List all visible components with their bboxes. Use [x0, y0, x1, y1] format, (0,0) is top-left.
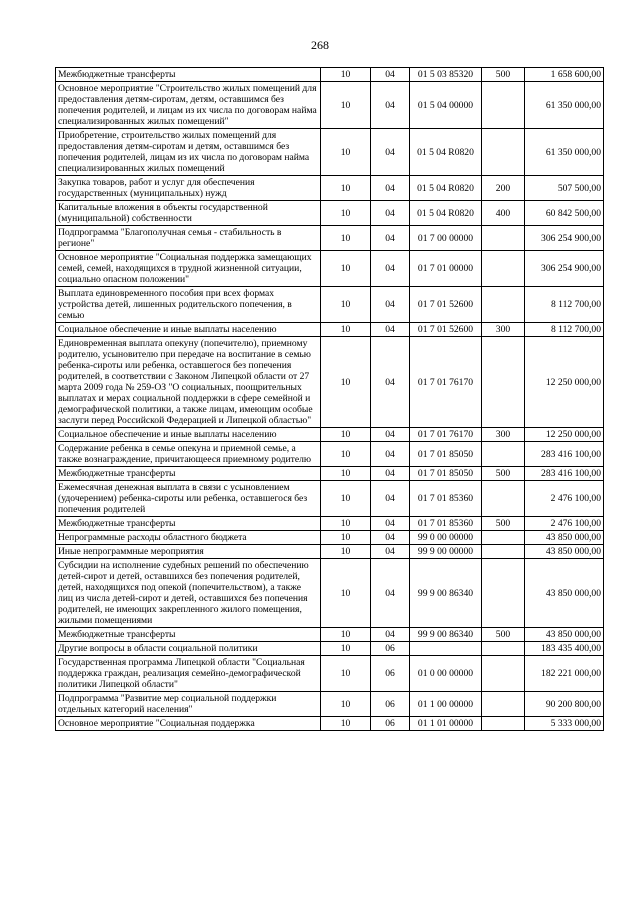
table-row: [56, 129, 604, 176]
amount-cell: 60 842 500,00: [525, 201, 604, 226]
section-code-cell: 10: [321, 428, 371, 442]
target-article-cell: 01 1 01 00000: [410, 717, 482, 731]
table-row: [56, 251, 604, 287]
subsection-code-cell: 04: [371, 337, 410, 428]
target-article-cell: 01 7 00 00000: [410, 226, 482, 251]
target-article-cell: 99 9 00 00000: [410, 545, 482, 559]
target-article-cell: [410, 642, 482, 656]
target-article-cell: 01 5 04 R0820: [410, 201, 482, 226]
subsection-code-cell: 04: [371, 545, 410, 559]
target-article-cell: 99 0 00 00000: [410, 531, 482, 545]
table-row: [56, 82, 604, 129]
expense-type-cell: 500: [482, 517, 525, 531]
expense-type-cell: [482, 287, 525, 323]
table-row: [56, 559, 604, 628]
table-row: [56, 323, 604, 337]
expense-name-cell: Непрограммные расходы областного бюджета: [56, 531, 321, 545]
expense-type-cell: 200: [482, 176, 525, 201]
target-article-cell: 01 5 03 85320: [410, 68, 482, 82]
expense-type-cell: [482, 337, 525, 428]
subsection-code-cell: 04: [371, 251, 410, 287]
expense-name-cell: Межбюджетные трансферты: [56, 68, 321, 82]
table-row: [56, 467, 604, 481]
target-article-cell: 99 9 00 86340: [410, 628, 482, 642]
expense-type-cell: [482, 559, 525, 628]
subsection-code-cell: 04: [371, 628, 410, 642]
section-code-cell: 10: [321, 201, 371, 226]
amount-cell: 90 200 800,00: [525, 692, 604, 717]
amount-cell: 306 254 900,00: [525, 226, 604, 251]
expense-type-cell: [482, 251, 525, 287]
amount-cell: 182 221 000,00: [525, 656, 604, 692]
section-code-cell: 10: [321, 717, 371, 731]
expense-type-cell: [482, 481, 525, 517]
expense-name-cell: Приобретение, строительство жилых помещений для предоставления детям-сиротам и детям, оставшимся без попечения родителей, лицам из их числа по договорам найма специализированных жилых помещений: [56, 129, 321, 176]
expense-name-cell: Основное мероприятие "Строительство жилых помещений для предоставления детям-сиротам, детям, оставшимся без попечения родителей, и лицам из их числа по договорам найма специализированных жилых помещений": [56, 82, 321, 129]
target-article-cell: 01 5 04 00000: [410, 82, 482, 129]
section-code-cell: 10: [321, 226, 371, 251]
table-row: [56, 717, 604, 731]
table-row: [56, 642, 604, 656]
section-code-cell: 10: [321, 656, 371, 692]
expense-name-cell: Субсидии на исполнение судебных решений по обеспечению детей-сирот и детей, оставшихся без попечения родителей, детей, находящихся под опекой (попечительством), а также лиц из числа детей-сирот и детей, оставшихся без попечения родителей, не имеющих закрепленного жилого помещения, жилыми помещениями: [56, 559, 321, 628]
subsection-code-cell: 06: [371, 692, 410, 717]
target-article-cell: 01 1 00 00000: [410, 692, 482, 717]
budget-table-body: [56, 68, 604, 731]
subsection-code-cell: 04: [371, 82, 410, 129]
expense-name-cell: Государственная программа Липецкой области "Социальная поддержка граждан, реализация семейно-демографической политики Липецкой области": [56, 656, 321, 692]
expense-type-cell: [482, 642, 525, 656]
section-code-cell: 10: [321, 442, 371, 467]
section-code-cell: 10: [321, 251, 371, 287]
page-number: 268: [311, 38, 329, 52]
subsection-code-cell: 06: [371, 642, 410, 656]
expense-name-cell: Содержание ребенка в семье опекуна и приемной семье, а также вознаграждение, причитающееся приемному родителю: [56, 442, 321, 467]
expense-name-cell: Подпрограмма "Развитие мер социальной поддержки отдельных категорий населения": [56, 692, 321, 717]
target-article-cell: 01 7 01 76170: [410, 428, 482, 442]
table-row: [56, 176, 604, 201]
section-code-cell: 10: [321, 517, 371, 531]
expense-name-cell: Социальное обеспечение и иные выплаты населению: [56, 428, 321, 442]
target-article-cell: 01 7 01 00000: [410, 251, 482, 287]
section-code-cell: 10: [321, 545, 371, 559]
table-row: [56, 337, 604, 428]
table-row: [56, 201, 604, 226]
subsection-code-cell: 04: [371, 129, 410, 176]
subsection-code-cell: 04: [371, 68, 410, 82]
amount-cell: 43 850 000,00: [525, 531, 604, 545]
target-article-cell: 01 7 01 76170: [410, 337, 482, 428]
section-code-cell: 10: [321, 628, 371, 642]
target-article-cell: 01 5 04 R0820: [410, 176, 482, 201]
table-row: [56, 656, 604, 692]
amount-cell: 8 112 700,00: [525, 323, 604, 337]
subsection-code-cell: 04: [371, 226, 410, 251]
table-row: [56, 545, 604, 559]
target-article-cell: 01 7 01 85360: [410, 517, 482, 531]
expense-type-cell: [482, 545, 525, 559]
expense-name-cell: Ежемесячная денежная выплата в связи с усыновлением (удочерением) ребенка-сироты или ребенка, оставшегося без попечения родителей: [56, 481, 321, 517]
subsection-code-cell: 06: [371, 656, 410, 692]
expense-name-cell: Выплата единовременного пособия при всех формах устройства детей, лишенных родительского попечения, в семью: [56, 287, 321, 323]
expense-type-cell: [482, 656, 525, 692]
amount-cell: 8 112 700,00: [525, 287, 604, 323]
subsection-code-cell: 04: [371, 201, 410, 226]
amount-cell: 507 500,00: [525, 176, 604, 201]
table-row: [56, 481, 604, 517]
target-article-cell: 99 9 00 86340: [410, 559, 482, 628]
expense-type-cell: [482, 442, 525, 467]
target-article-cell: 01 7 01 52600: [410, 323, 482, 337]
expense-name-cell: Единовременная выплата опекуну (попечителю), приемному родителю, усыновителю при передаче на воспитание в семью ребенка-сироты или ребенка, оставшегося без попечения родителей, в соответствии с Законом Липецкой области от 27 марта 2009 года № 259-ОЗ "О социальных, поощрительных выплатах и мерах социальной поддержки в сфере семейной и демографической политики, а также лицам, имеющим особые заслуги перед Российской Федерацией и Липецкой областью": [56, 337, 321, 428]
amount-cell: 12 250 000,00: [525, 337, 604, 428]
expense-type-cell: 500: [482, 467, 525, 481]
section-code-cell: 10: [321, 176, 371, 201]
section-code-cell: 10: [321, 467, 371, 481]
section-code-cell: 10: [321, 287, 371, 323]
expense-name-cell: Межбюджетные трансферты: [56, 628, 321, 642]
section-code-cell: 10: [321, 129, 371, 176]
section-code-cell: 10: [321, 642, 371, 656]
subsection-code-cell: 06: [371, 717, 410, 731]
expense-type-cell: 400: [482, 201, 525, 226]
subsection-code-cell: 04: [371, 467, 410, 481]
section-code-cell: 10: [321, 323, 371, 337]
section-code-cell: 10: [321, 68, 371, 82]
section-code-cell: 10: [321, 531, 371, 545]
expense-name-cell: Социальное обеспечение и иные выплаты населению: [56, 323, 321, 337]
table-row: [56, 628, 604, 642]
amount-cell: 283 416 100,00: [525, 467, 604, 481]
amount-cell: 5 333 000,00: [525, 717, 604, 731]
amount-cell: 2 476 100,00: [525, 481, 604, 517]
table-row: [56, 531, 604, 545]
amount-cell: 283 416 100,00: [525, 442, 604, 467]
target-article-cell: 01 7 01 85050: [410, 442, 482, 467]
subsection-code-cell: 04: [371, 442, 410, 467]
expense-type-cell: [482, 717, 525, 731]
expense-type-cell: 300: [482, 323, 525, 337]
amount-cell: 43 850 000,00: [525, 628, 604, 642]
table-row: [56, 68, 604, 82]
budget-table: [55, 67, 604, 731]
target-article-cell: 01 7 01 85360: [410, 481, 482, 517]
subsection-code-cell: 04: [371, 323, 410, 337]
section-code-cell: 10: [321, 692, 371, 717]
section-code-cell: 10: [321, 559, 371, 628]
amount-cell: 12 250 000,00: [525, 428, 604, 442]
expense-type-cell: 500: [482, 68, 525, 82]
subsection-code-cell: 04: [371, 517, 410, 531]
section-code-cell: 10: [321, 481, 371, 517]
expense-type-cell: [482, 129, 525, 176]
target-article-cell: 01 5 04 R0820: [410, 129, 482, 176]
target-article-cell: 01 0 00 00000: [410, 656, 482, 692]
expense-name-cell: Межбюджетные трансферты: [56, 467, 321, 481]
amount-cell: 183 435 400,00: [525, 642, 604, 656]
amount-cell: 43 850 000,00: [525, 545, 604, 559]
subsection-code-cell: 04: [371, 531, 410, 545]
expense-name-cell: Основное мероприятие "Социальная поддержка: [56, 717, 321, 731]
expense-name-cell: Закупка товаров, работ и услуг для обеспечения государственных (муниципальных) нужд: [56, 176, 321, 201]
expense-name-cell: Иные непрограммные мероприятия: [56, 545, 321, 559]
expense-type-cell: 500: [482, 628, 525, 642]
subsection-code-cell: 04: [371, 176, 410, 201]
subsection-code-cell: 04: [371, 481, 410, 517]
amount-cell: 306 254 900,00: [525, 251, 604, 287]
expense-type-cell: [482, 82, 525, 129]
table-row: [56, 226, 604, 251]
expense-type-cell: [482, 226, 525, 251]
amount-cell: 1 658 600,00: [525, 68, 604, 82]
expense-name-cell: Подпрограмма "Благополучная семья - стабильность в регионе": [56, 226, 321, 251]
amount-cell: 43 850 000,00: [525, 559, 604, 628]
expense-type-cell: [482, 531, 525, 545]
target-article-cell: 01 7 01 85050: [410, 467, 482, 481]
amount-cell: 61 350 000,00: [525, 82, 604, 129]
expense-type-cell: [482, 692, 525, 717]
expense-type-cell: 300: [482, 428, 525, 442]
amount-cell: 61 350 000,00: [525, 129, 604, 176]
expense-name-cell: Капитальные вложения в объекты государственной (муниципальной) собственности: [56, 201, 321, 226]
target-article-cell: 01 7 01 52600: [410, 287, 482, 323]
table-row: [56, 442, 604, 467]
amount-cell: 2 476 100,00: [525, 517, 604, 531]
section-code-cell: 10: [321, 337, 371, 428]
section-code-cell: 10: [321, 82, 371, 129]
expense-name-cell: Основное мероприятие "Социальная поддержка замещающих семей, семей, находящихся в трудной жизненной ситуации, социально опасном положении": [56, 251, 321, 287]
table-row: [56, 692, 604, 717]
expense-name-cell: Межбюджетные трансферты: [56, 517, 321, 531]
table-row: [56, 517, 604, 531]
subsection-code-cell: 04: [371, 287, 410, 323]
subsection-code-cell: 04: [371, 559, 410, 628]
expense-name-cell: Другие вопросы в области социальной политики: [56, 642, 321, 656]
table-row: [56, 428, 604, 442]
subsection-code-cell: 04: [371, 428, 410, 442]
table-row: [56, 287, 604, 323]
